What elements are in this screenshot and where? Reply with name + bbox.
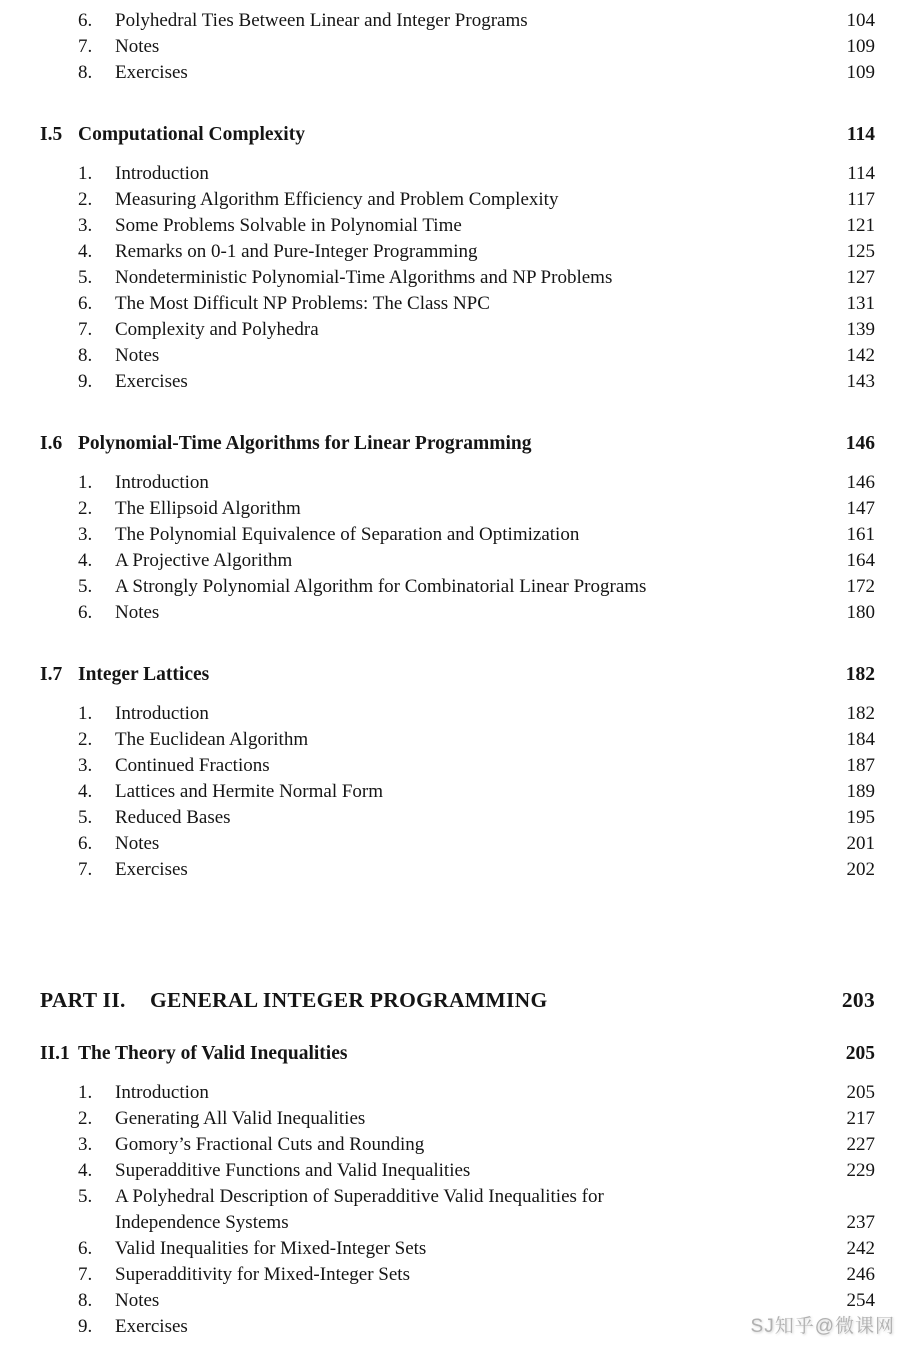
item-title: Exercises — [115, 371, 188, 392]
item-page: 127 — [846, 267, 875, 288]
toc-block — [40, 1040, 875, 1340]
item-page: 147 — [846, 498, 875, 519]
toc-item — [40, 496, 875, 522]
item-page: 202 — [846, 859, 875, 880]
toc-item — [40, 161, 875, 187]
item-number: 9. — [78, 1316, 93, 1337]
item-title-continued: Independence Systems — [115, 1212, 289, 1233]
item-title: A Strongly Polynomial Algorithm for Combinatorial Linear Programs — [115, 576, 647, 597]
item-title: Continued Fractions — [115, 755, 270, 776]
item-title: Notes — [115, 36, 160, 57]
item-page: 217 — [846, 1108, 875, 1129]
toc-item — [40, 213, 875, 239]
section-label: II.1 — [40, 1043, 70, 1064]
item-title: Valid Inequalities for Mixed-Integer Sets — [115, 1238, 427, 1259]
item-number: 7. — [78, 1264, 93, 1285]
item-title: Generating All Valid Inequalities — [115, 1108, 366, 1129]
item-title: Exercises — [115, 1316, 188, 1337]
item-page: 189 — [846, 781, 875, 802]
toc-block — [40, 8, 875, 86]
item-page: 172 — [846, 576, 875, 597]
item-page: 146 — [846, 472, 875, 493]
section-header — [40, 430, 875, 458]
item-title: Introduction — [115, 703, 209, 724]
item-title: Notes — [115, 833, 160, 854]
part-label: PART II. — [40, 988, 126, 1012]
section-title: The Theory of Valid Inequalities — [78, 1043, 348, 1064]
item-title: Notes — [115, 345, 160, 366]
item-number: 5. — [78, 1186, 93, 1207]
item-page: 246 — [846, 1264, 875, 1285]
toc-item — [40, 8, 875, 34]
item-number: 6. — [78, 602, 93, 623]
item-page: 142 — [846, 345, 875, 366]
item-title: Exercises — [115, 859, 188, 880]
watermark: SJ知乎@微课网 — [750, 1316, 895, 1337]
item-title: A Polyhedral Description of Superadditive Valid Inequalities for — [115, 1186, 604, 1207]
item-number: 6. — [78, 833, 93, 854]
item-number: 4. — [78, 241, 93, 262]
item-number: 6. — [78, 1238, 93, 1259]
item-number: 4. — [78, 550, 93, 571]
section-label: I.7 — [40, 664, 63, 685]
item-title: Introduction — [115, 1082, 209, 1103]
item-title: Gomory’s Fractional Cuts and Rounding — [115, 1134, 425, 1155]
item-number: 7. — [78, 36, 93, 57]
item-page: 184 — [846, 729, 875, 750]
toc-item — [40, 265, 875, 291]
item-title: Superadditive Functions and Valid Inequalities — [115, 1160, 471, 1181]
item-page: 180 — [846, 602, 875, 623]
toc-block — [40, 985, 875, 1015]
item-page: 187 — [846, 755, 875, 776]
item-number: 2. — [78, 498, 93, 519]
item-title: Introduction — [115, 472, 209, 493]
item-page: 237 — [846, 1212, 875, 1233]
part-title: GENERAL INTEGER PROGRAMMING — [150, 988, 548, 1012]
toc-item — [40, 1262, 875, 1288]
item-number: 1. — [78, 1082, 93, 1103]
item-number: 8. — [78, 1290, 93, 1311]
item-title: The Euclidean Algorithm — [115, 729, 309, 750]
toc-item — [40, 727, 875, 753]
section-header — [40, 121, 875, 149]
item-number: 7. — [78, 859, 93, 880]
section-header — [40, 661, 875, 689]
item-title: A Projective Algorithm — [115, 550, 293, 571]
section-header — [40, 1040, 875, 1068]
toc-item — [40, 343, 875, 369]
item-page: 121 — [846, 215, 875, 236]
toc-block — [40, 661, 875, 883]
item-page: 161 — [846, 524, 875, 545]
toc-item — [40, 369, 875, 395]
section-label: I.5 — [40, 124, 63, 145]
toc-item — [40, 857, 875, 883]
item-title: The Ellipsoid Algorithm — [115, 498, 301, 519]
toc-item — [40, 1158, 875, 1184]
item-number: 8. — [78, 345, 93, 366]
toc-item — [40, 1184, 875, 1210]
item-title: Exercises — [115, 62, 188, 83]
item-page: 254 — [846, 1290, 875, 1311]
item-number: 6. — [78, 293, 93, 314]
section-page: 114 — [846, 124, 875, 145]
item-title: Notes — [115, 602, 160, 623]
item-title: Remarks on 0-1 and Pure-Integer Programming — [115, 241, 478, 262]
item-number: 9. — [78, 371, 93, 392]
item-page: 227 — [846, 1134, 875, 1155]
item-page: 229 — [846, 1160, 875, 1181]
toc-item — [40, 291, 875, 317]
item-page: 104 — [846, 10, 875, 31]
item-number: 3. — [78, 1134, 93, 1155]
item-title: Notes — [115, 1290, 160, 1311]
section-label: I.6 — [40, 433, 63, 454]
toc-item — [40, 600, 875, 626]
toc-item — [40, 779, 875, 805]
toc-item — [40, 34, 875, 60]
toc-block — [40, 430, 875, 626]
item-title: Reduced Bases — [115, 807, 231, 828]
toc-item — [40, 1080, 875, 1106]
item-page: 109 — [846, 36, 875, 57]
item-number: 8. — [78, 62, 93, 83]
section-page: 182 — [845, 664, 875, 685]
item-page: 125 — [846, 241, 875, 262]
item-number: 2. — [78, 729, 93, 750]
item-page: 182 — [846, 703, 875, 724]
item-title: Superadditivity for Mixed-Integer Sets — [115, 1264, 410, 1285]
item-number: 5. — [78, 576, 93, 597]
item-number: 3. — [78, 215, 93, 236]
item-page: 164 — [846, 550, 875, 571]
item-page: 205 — [846, 1082, 875, 1103]
toc-item — [40, 548, 875, 574]
toc-item — [40, 701, 875, 727]
item-page — [819, 1184, 875, 1210]
section-page: 205 — [845, 1043, 875, 1064]
toc-item — [40, 470, 875, 496]
toc-item — [40, 574, 875, 600]
item-page: 131 — [846, 293, 875, 314]
item-number: 1. — [78, 703, 93, 724]
item-page: 139 — [846, 319, 875, 340]
item-page: 242 — [846, 1238, 875, 1259]
item-number: 7. — [78, 319, 93, 340]
item-number: 6. — [78, 10, 93, 31]
item-number-spacer — [78, 1210, 115, 1236]
section-page: 146 — [845, 433, 875, 454]
item-page: 109 — [846, 62, 875, 83]
toc-item — [40, 805, 875, 831]
item-number: 3. — [78, 524, 93, 545]
toc-item — [40, 522, 875, 548]
item-title: Lattices and Hermite Normal Form — [115, 781, 384, 802]
section-title: Polynomial-Time Algorithms for Linear Programming — [78, 433, 532, 454]
toc-item — [40, 1132, 875, 1158]
toc-item — [40, 187, 875, 213]
toc-item — [40, 831, 875, 857]
toc-item — [40, 239, 875, 265]
item-title: Some Problems Solvable in Polynomial Time — [115, 215, 462, 236]
item-number: 1. — [78, 472, 93, 493]
item-title: Complexity and Polyhedra — [115, 319, 319, 340]
item-number: 5. — [78, 267, 93, 288]
part-header — [40, 985, 875, 1015]
item-number: 1. — [78, 163, 93, 184]
item-number: 2. — [78, 189, 93, 210]
item-page: 143 — [846, 371, 875, 392]
part-page: 203 — [841, 988, 875, 1012]
toc-item — [40, 1236, 875, 1262]
item-number: 4. — [78, 1160, 93, 1181]
item-page: 195 — [846, 807, 875, 828]
toc-item — [40, 1106, 875, 1132]
section-title: Integer Lattices — [78, 664, 210, 685]
toc-item — [40, 317, 875, 343]
item-page: 117 — [847, 189, 875, 210]
item-number: 2. — [78, 1108, 93, 1129]
toc-item — [40, 753, 875, 779]
toc-item — [40, 60, 875, 86]
item-title: The Most Difficult NP Problems: The Class NPC — [115, 293, 490, 314]
item-number: 5. — [78, 807, 93, 828]
item-title: The Polynomial Equivalence of Separation and Optimization — [115, 524, 580, 545]
item-number: 4. — [78, 781, 93, 802]
item-title: Measuring Algorithm Efficiency and Problem Complexity — [115, 189, 559, 210]
item-number: 3. — [78, 755, 93, 776]
toc-block — [40, 121, 875, 395]
item-title: Nondeterministic Polynomial-Time Algorithms and NP Problems — [115, 267, 613, 288]
item-page: 201 — [846, 833, 875, 854]
item-title: Introduction — [115, 163, 209, 184]
item-page: 114 — [847, 163, 875, 184]
toc-item-continuation — [40, 1210, 875, 1236]
section-title: Computational Complexity — [78, 124, 305, 145]
item-title: Polyhedral Ties Between Linear and Integer Programs — [115, 10, 528, 31]
